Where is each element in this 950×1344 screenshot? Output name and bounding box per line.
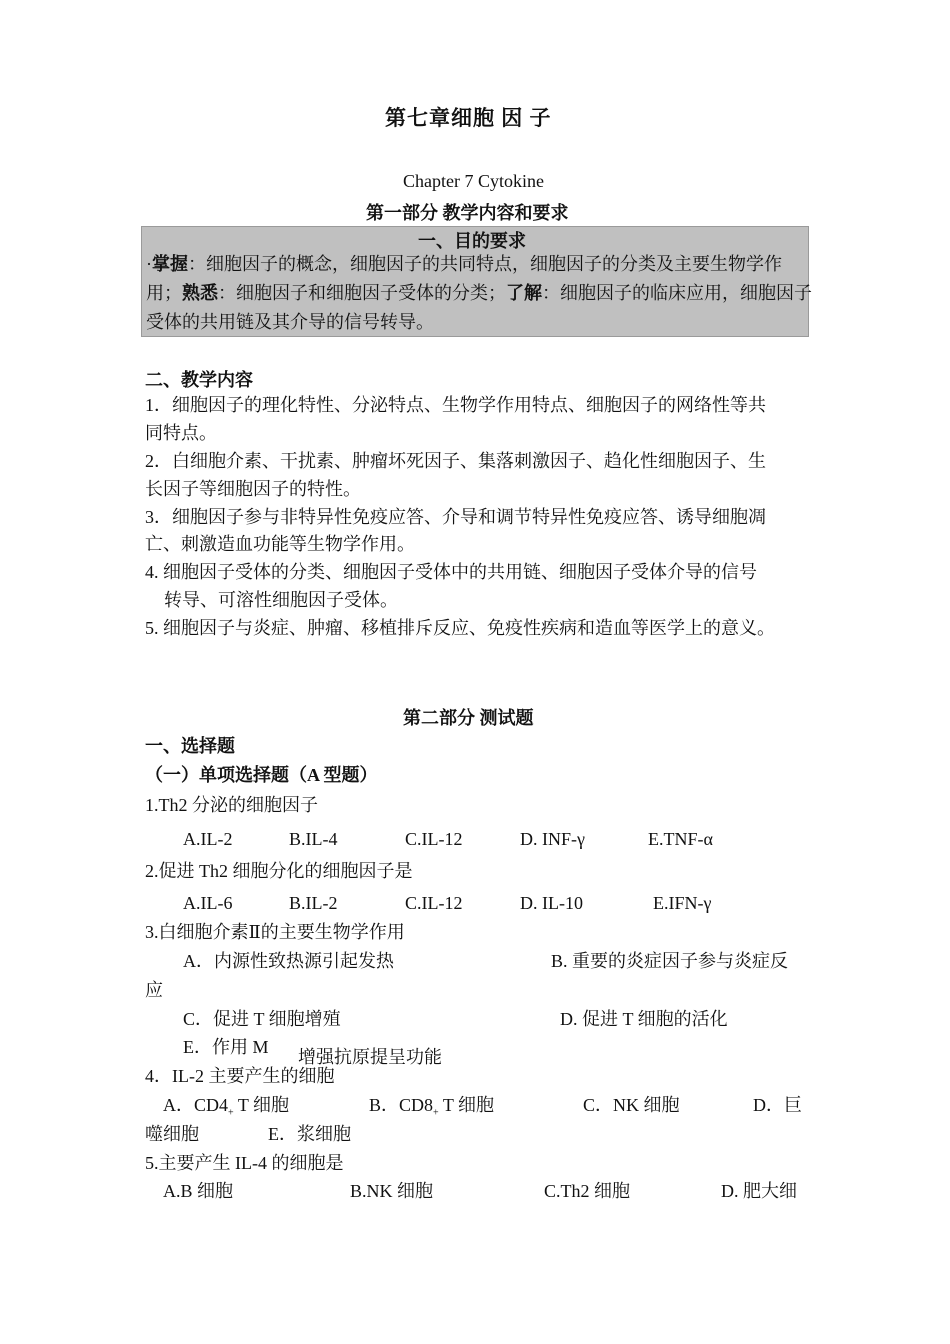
familiar-label: 熟悉	[182, 283, 218, 303]
q3-option-e: E．作用 M	[183, 1037, 269, 1057]
q4-option-c: C．NK 细胞	[583, 1095, 680, 1115]
q4-b-subscript: +	[433, 1107, 439, 1119]
q5-option-b: B.NK 细胞	[350, 1181, 434, 1201]
q4-option-d: D．巨	[753, 1095, 802, 1115]
q5-option-c: C.Th2 细胞	[544, 1181, 631, 1201]
q3-option-b-cont: 应	[145, 980, 163, 1000]
section-choice-questions: 一、选择题	[145, 736, 235, 756]
content-item-4-cont: 转导、可溶性细胞因子受体。	[164, 590, 398, 610]
content-item-1: 1．细胞因子的理化特性、分泌特点、生物学作用特点、细胞因子的网络性等共	[145, 395, 766, 415]
q4-b-prefix: B．CD8	[369, 1095, 434, 1115]
q4-a-suffix: T 细胞	[233, 1095, 290, 1115]
q1-option-d: D. INF-γ	[520, 829, 585, 849]
bullet: ·	[146, 254, 152, 274]
q5-option-a: A.B 细胞	[163, 1181, 234, 1201]
master-label: 掌握	[152, 254, 188, 274]
q3-option-e-overlay: 增强抗原提呈功能	[298, 1047, 442, 1067]
q4-option-d-cont: 噬细胞	[145, 1124, 199, 1144]
q4-option-b	[369, 1091, 494, 1128]
q2-option-b: B.IL-2	[289, 893, 338, 913]
q1-option-b: B.IL-4	[289, 829, 338, 849]
content-item-4: 4. 细胞因子受体的分类、细胞因子受体中的共用链、细胞因子受体介导的信号	[145, 562, 757, 582]
content-item-2-cont: 长因子等细胞因子的特性。	[145, 479, 361, 499]
q3-option-b: B. 重要的炎症因子参与炎症反	[551, 951, 789, 971]
q4-a-prefix: A．CD4	[163, 1095, 229, 1115]
part1-title: 第一部分 教学内容和要求	[366, 203, 569, 223]
q3-option-d: D. 促进 T 细胞的活化	[560, 1009, 728, 1029]
part2-title: 第二部分 测试题	[403, 708, 534, 728]
q4-option-e: E．浆细胞	[268, 1124, 351, 1144]
q2-option-d: D. IL-10	[520, 893, 583, 913]
chapter-title: 第七章细胞 因 子	[385, 106, 552, 130]
q3-option-a: A．内源性致热源引起发热	[183, 951, 394, 971]
familiar-text: ：细胞因子和细胞因子受体的分类；	[218, 283, 506, 303]
question-3-stem: 3.白细胞介素Ⅱ的主要生物学作用	[145, 922, 405, 942]
content-item-5: 5. 细胞因子与炎症、肿瘤、移植排斥反应、免疫性疾病和造血等医学上的意义。	[145, 618, 775, 638]
question-2-stem: 2.促进 Th2 细胞分化的细胞因子是	[145, 861, 413, 881]
q4-a-subscript: +	[228, 1107, 234, 1119]
subsection-single-choice: （一）单项选择题（A 型题）	[145, 765, 378, 785]
question-5-stem: 5.主要产生 IL-4 的细胞是	[145, 1153, 344, 1173]
q2-option-e: E.IFN-γ	[653, 893, 712, 913]
q3-option-c: C．促进 T 细胞增殖	[183, 1009, 341, 1029]
content-heading: 二、教学内容	[145, 370, 253, 390]
q1-option-a: A.IL-2	[183, 829, 233, 849]
q2-option-c: C.IL-12	[405, 893, 463, 913]
q1-option-e: E.TNF-α	[648, 829, 713, 849]
content-item-3-cont: 亡、刺激造血功能等生物学作用。	[145, 534, 415, 554]
content-item-2: 2．白细胞介素、干扰素、肿瘤坏死因子、集落刺激因子、趋化性细胞因子、生	[145, 451, 766, 471]
understand-label: 了解	[506, 283, 542, 303]
q5-option-d: D. 肥大细	[721, 1181, 797, 1201]
content-item-1-cont: 同特点。	[145, 423, 217, 443]
question-1-stem: 1.Th2 分泌的细胞因子	[145, 795, 318, 815]
chapter-title-english: Chapter 7 Cytokine	[403, 171, 544, 191]
q2-option-a: A.IL-6	[183, 893, 233, 913]
q1-option-c: C.IL-12	[405, 829, 463, 849]
objectives-heading: 一、目的要求	[418, 231, 526, 251]
objectives-text	[146, 250, 814, 337]
master-text: ：细胞因子的概念，细胞因子的共同特点，细胞因子的分类及主要生物学作用；	[146, 254, 782, 303]
q4-b-suffix: T 细胞	[438, 1095, 495, 1115]
content-item-3: 3．细胞因子参与非特异性免疫应答、介导和调节特异性免疫应答、诱导细胞凋	[145, 507, 766, 527]
understand-text: ：细胞因子的临床应用，细胞因子受体的共用链及其介导的信号转导。	[146, 283, 812, 332]
question-4-stem: 4．IL-2 主要产生的细胞	[145, 1066, 335, 1086]
